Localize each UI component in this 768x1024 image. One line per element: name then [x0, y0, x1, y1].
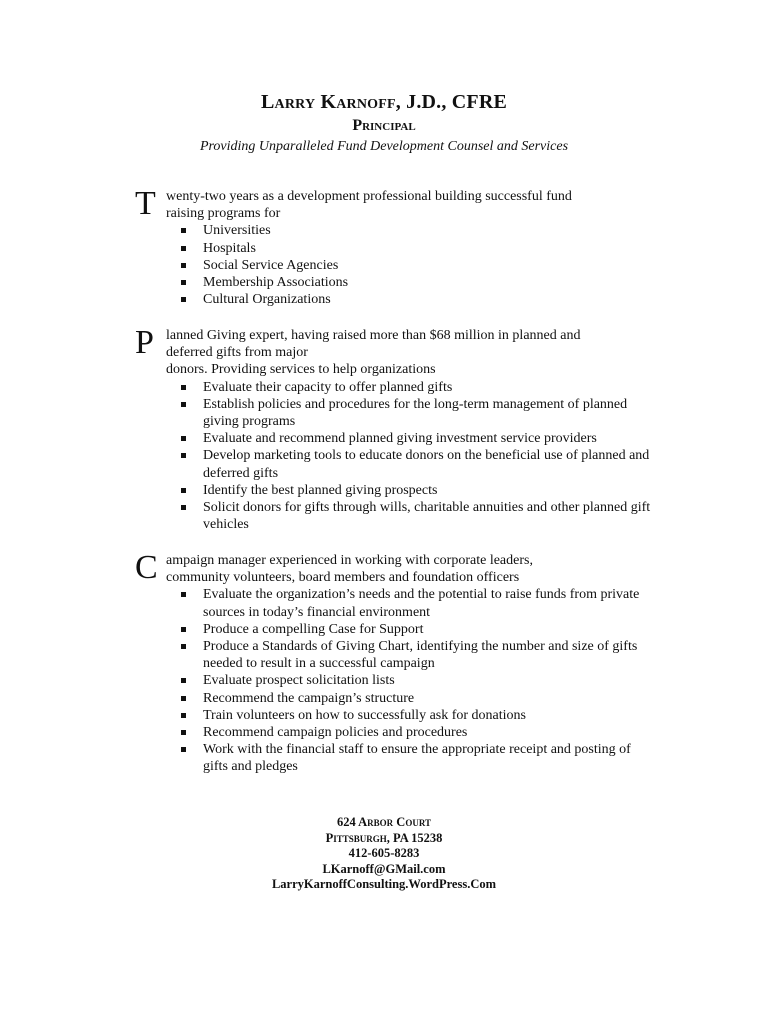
list-item: Evaluate prospect solicitation lists: [181, 672, 655, 689]
contact-block: [0, 815, 768, 893]
contact-city: Pittsburgh, PA 15238: [325, 830, 443, 845]
person-name: Larry Karnoff, J.D., CFRE: [260, 91, 508, 113]
tagline: Providing Unparalleled Fund Development Counsel and Services: [199, 139, 569, 154]
list-item: Produce a compelling Case for Support: [181, 621, 655, 638]
list-item: Evaluate their capacity to offer planned gifts: [181, 379, 655, 396]
list-item: Evaluate and recommend planned giving investment service providers: [181, 430, 655, 447]
list-item: Work with the financial staff to ensure the appropriate receipt and posting of gifts and pledges: [181, 741, 655, 775]
list-item: Establish policies and procedures for the long-term management of planned giving programs: [181, 396, 655, 430]
section-intro-line: raising programs for: [166, 206, 281, 222]
list-item: Recommend the campaign’s structure: [181, 690, 655, 707]
bullet-list: [135, 379, 655, 534]
list-item: Hospitals: [181, 240, 655, 257]
section-intro-line: deferred gifts from major: [166, 345, 308, 361]
section-intro-line: ampaign manager experienced in working with corporate leaders,: [166, 553, 533, 568]
section-intro-line: donors. Providing services to help organizations: [166, 362, 436, 378]
list-item: Train volunteers on how to successfully ask for donations: [181, 707, 655, 724]
list-item: Universities: [181, 222, 655, 239]
section-intro-line: lanned Giving expert, having raised more than $68 million in planned and: [166, 328, 581, 343]
section-intro-line: wenty-two years as a development professional building successful fund: [166, 189, 572, 204]
header: [0, 90, 768, 156]
list-item: Produce a Standards of Giving Chart, identifying the number and size of gifts needed to result in a successful campaign: [181, 638, 655, 672]
list-item: Recommend campaign policies and procedures: [181, 724, 655, 741]
list-item: Membership Associations: [181, 274, 655, 291]
section-experience: [135, 185, 655, 308]
contact-address: 624 Arbor Court: [336, 815, 432, 829]
list-item: Solicit donors for gifts through wills, charitable annuities and other planned gift vehicles: [181, 499, 655, 533]
contact-email: LKarnoff@GMail.com: [322, 861, 446, 876]
bullet-list: [135, 222, 655, 308]
dropcap: P: [135, 324, 154, 361]
list-item: Evaluate the organization’s needs and the potential to raise funds from private sources in today’s financial environment: [181, 586, 655, 620]
contact-website: LarryKarnoffConsulting.WordPress.Com: [271, 877, 497, 891]
contact-phone: 412-605-8283: [348, 846, 420, 860]
list-item: Identify the best planned giving prospects: [181, 482, 655, 499]
list-item: Cultural Organizations: [181, 291, 655, 308]
section-campaign: [135, 549, 655, 776]
job-title: Principal: [352, 117, 416, 134]
section-intro-line: community volunteers, board members and foundation officers: [166, 570, 520, 586]
dropcap: T: [135, 185, 156, 222]
dropcap: C: [135, 549, 158, 586]
list-item: Social Service Agencies: [181, 257, 655, 274]
list-item: Develop marketing tools to educate donors on the beneficial use of planned and deferred gifts: [181, 447, 655, 481]
bullet-list: [135, 586, 655, 775]
section-planned-giving: [135, 324, 655, 533]
